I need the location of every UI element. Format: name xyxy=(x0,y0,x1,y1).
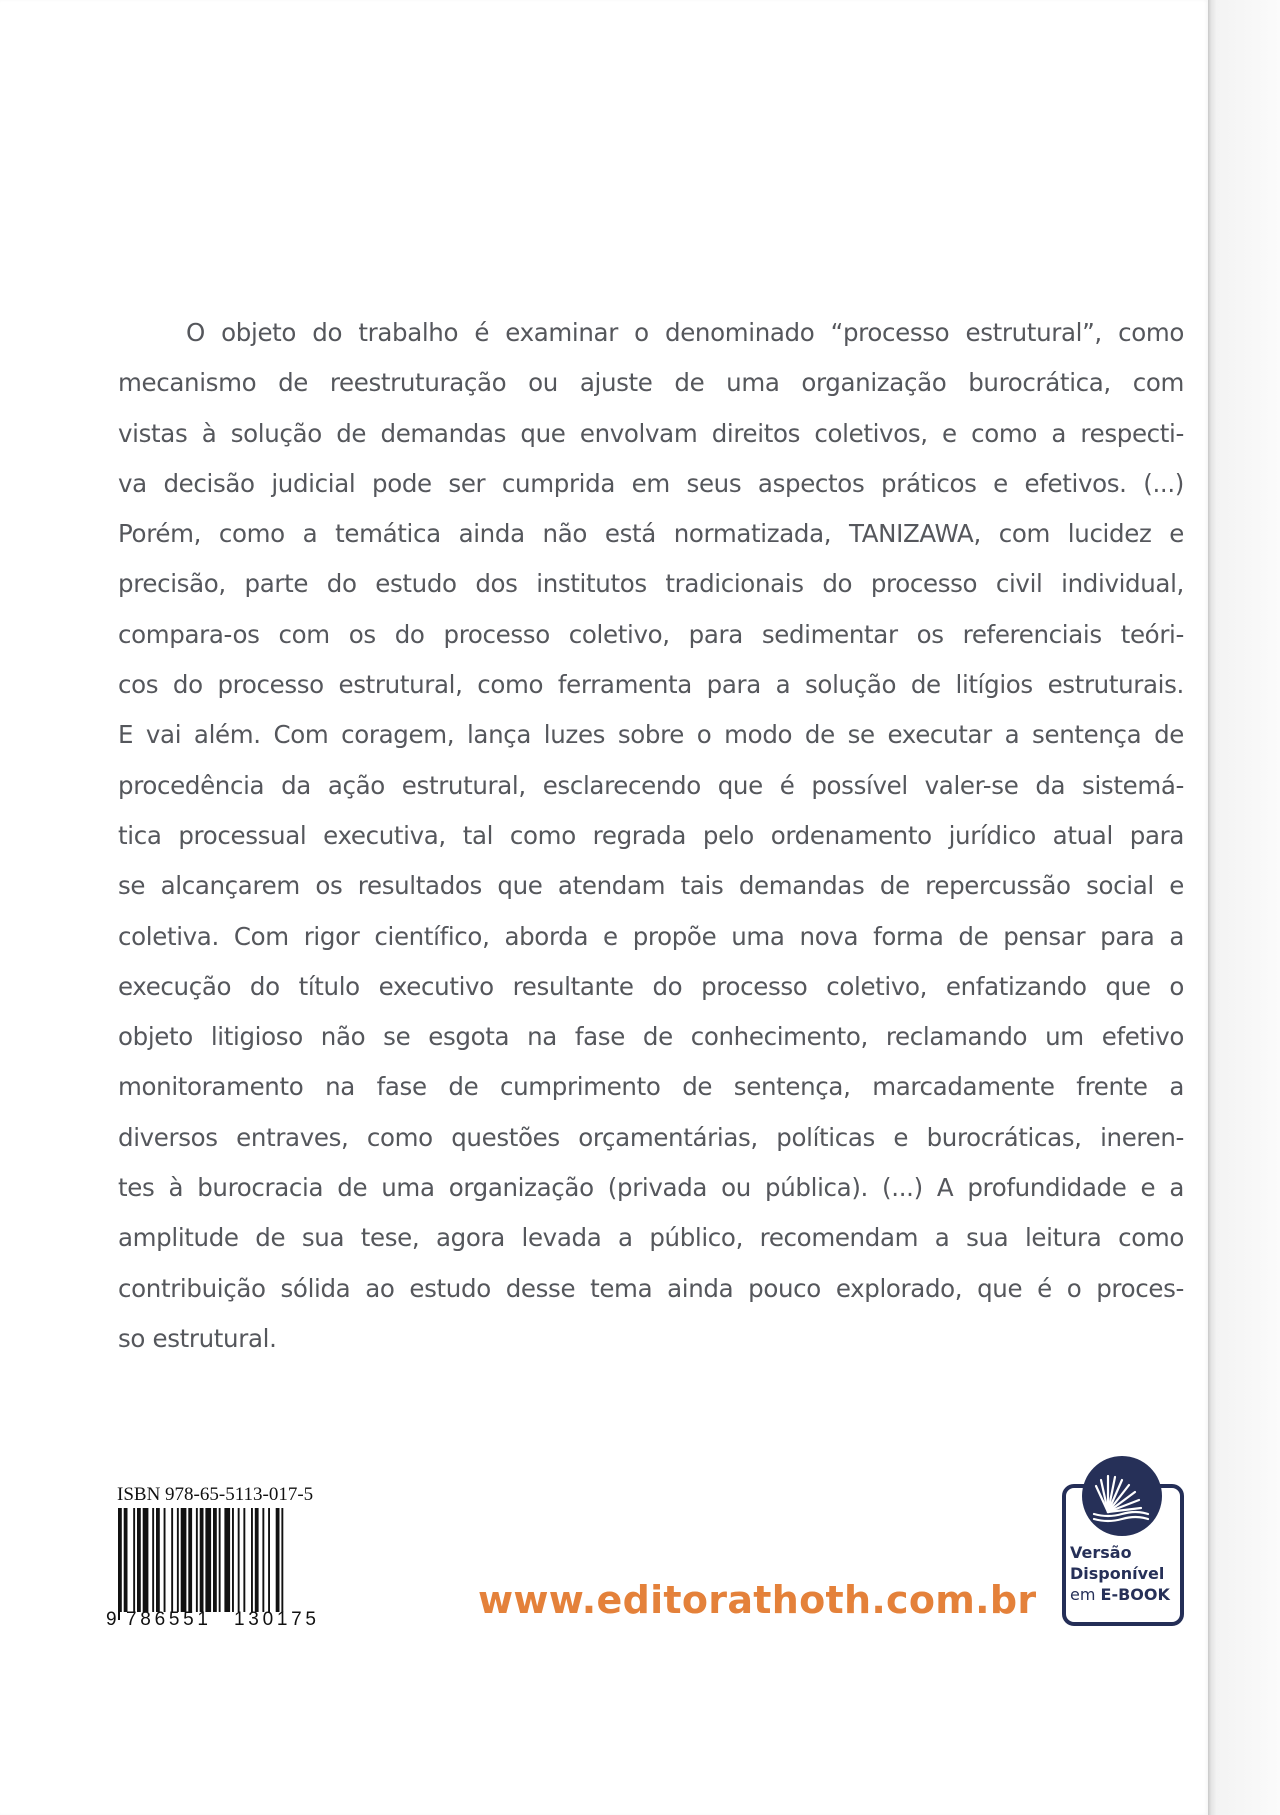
blurb-line: coletiva. Com rigor científico, aborda e propõe uma nova forma de pensar para a xyxy=(118,921,1184,951)
blurb-text xyxy=(118,308,1184,1364)
blurb-line: objeto litigioso não se esgota na fase de conhecimento, reclamando um efetivo xyxy=(118,1022,1184,1052)
barcode-bar xyxy=(164,1508,166,1612)
barcode-bar xyxy=(181,1508,187,1612)
barcode-bar xyxy=(118,1508,122,1620)
barcode-bar xyxy=(243,1508,245,1612)
barcode-bar xyxy=(171,1508,173,1612)
barcode-bar xyxy=(133,1508,135,1612)
blurb-line: vistas à solução de demandas que envolvam direitos coletivos, e como a respecti- xyxy=(118,418,1184,448)
blurb-line: Porém, como a temática ainda não está normatizada, TANIZAWA, com lucidez e xyxy=(118,519,1184,549)
isbn-label: ISBN 978-65-5113-017-5 xyxy=(117,1484,314,1505)
ebook-line-3 xyxy=(1070,1584,1176,1605)
barcode-bar xyxy=(152,1508,154,1612)
publisher-website: www.editorathoth.com.br xyxy=(478,1578,1037,1622)
blurb-line: O objeto do trabalho é examinar o denominado “processo estrutural”, como xyxy=(186,318,1184,347)
ebook-badge xyxy=(1058,1456,1186,1628)
page-edge xyxy=(1216,0,1280,1815)
barcode-bar xyxy=(224,1508,230,1612)
blurb-line: E vai além. Com coragem, lança luzes sobre o modo de se executar a sentença de xyxy=(118,720,1184,750)
blurb-line: amplitude de sua tese, agora levada a público, recomendam a sua leitura como xyxy=(118,1223,1184,1253)
barcode-digit-group-2: 130175 xyxy=(234,1609,316,1626)
barcode-bar xyxy=(156,1508,160,1612)
barcode-bar xyxy=(124,1508,128,1620)
barcode-digit-group-1: 786551 xyxy=(126,1609,208,1626)
barcode-bar xyxy=(196,1508,198,1612)
barcode-bar xyxy=(262,1508,264,1612)
blurb-line: monitoramento na fase de cumprimento de sentença, marcadamente frente a xyxy=(118,1072,1184,1102)
barcode-bar xyxy=(238,1508,240,1612)
blurb-line: tes à burocracia de uma organização (privada ou pública). (...) A profundidade e a xyxy=(118,1173,1184,1203)
barcode-bar xyxy=(213,1508,217,1612)
barcode-bar xyxy=(219,1508,221,1612)
blurb-line: compara-os com os do processo coletivo, para sedimentar os referenciais teóri- xyxy=(118,619,1184,649)
blurb-line: precisão, parte do estudo dos institutos tradicionais do processo civil individual, xyxy=(118,569,1184,599)
barcode-bar xyxy=(177,1508,179,1612)
barcode-bar xyxy=(281,1508,283,1620)
ebook-line-2: Disponível xyxy=(1070,1564,1165,1583)
blurb-line: se alcançarem os resultados que atendam tais demandas de repercussão social e xyxy=(118,871,1184,901)
blurb-line: contribuição sólida ao estudo desse tema ainda pouco explorado, que é o proces- xyxy=(118,1273,1184,1303)
barcode-bar xyxy=(276,1508,280,1612)
blurb-line: va decisão judicial pode ser cumprida em seus aspectos práticos e efetivos. (...) xyxy=(118,468,1184,498)
barcode-bar xyxy=(251,1508,253,1612)
barcode-bars xyxy=(118,1508,283,1620)
blurb-line: tica processual executiva, tal como regrada pelo ordenamento jurídico atual para xyxy=(118,820,1184,850)
ebook-line-3-emphasis: E-BOOK xyxy=(1100,1585,1170,1604)
page-edge-shadow xyxy=(1208,0,1216,1815)
open-book-rays-icon xyxy=(1082,1456,1162,1536)
barcode-bar xyxy=(137,1508,141,1612)
barcode-bar xyxy=(268,1508,270,1612)
ebook-line-1: Versão xyxy=(1070,1543,1132,1562)
ebook-badge-text xyxy=(1070,1542,1176,1605)
blurb-line: procedência da ação estrutural, esclarecendo que é possível valer-se da sistemá- xyxy=(118,770,1184,800)
blurb-line: mecanismo de reestruturação ou ajuste de uma organização burocrática, com xyxy=(118,368,1184,398)
barcode-bar xyxy=(200,1508,204,1620)
barcode-digit-prefix: 9 xyxy=(106,1609,117,1626)
barcode-bar xyxy=(232,1508,234,1612)
barcode-bar xyxy=(205,1508,211,1620)
blurb-line: execução do título executivo resultante do processo coletivo, enfatizando que o xyxy=(118,971,1184,1001)
isbn-barcode xyxy=(106,1508,338,1626)
barcode-bar xyxy=(143,1508,149,1612)
blurb-line: cos do processo estrutural, como ferramenta para a solução de litígios estruturais. xyxy=(118,670,1184,700)
ebook-line-3-prefix: em xyxy=(1070,1585,1101,1604)
blurb-line: diversos entraves, como questões orçamentárias, políticas e burocráticas, ineren- xyxy=(118,1122,1184,1152)
barcode-bar xyxy=(188,1508,192,1612)
blurb-line: so estrutural. xyxy=(118,1323,277,1353)
barcode-bar xyxy=(255,1508,259,1612)
